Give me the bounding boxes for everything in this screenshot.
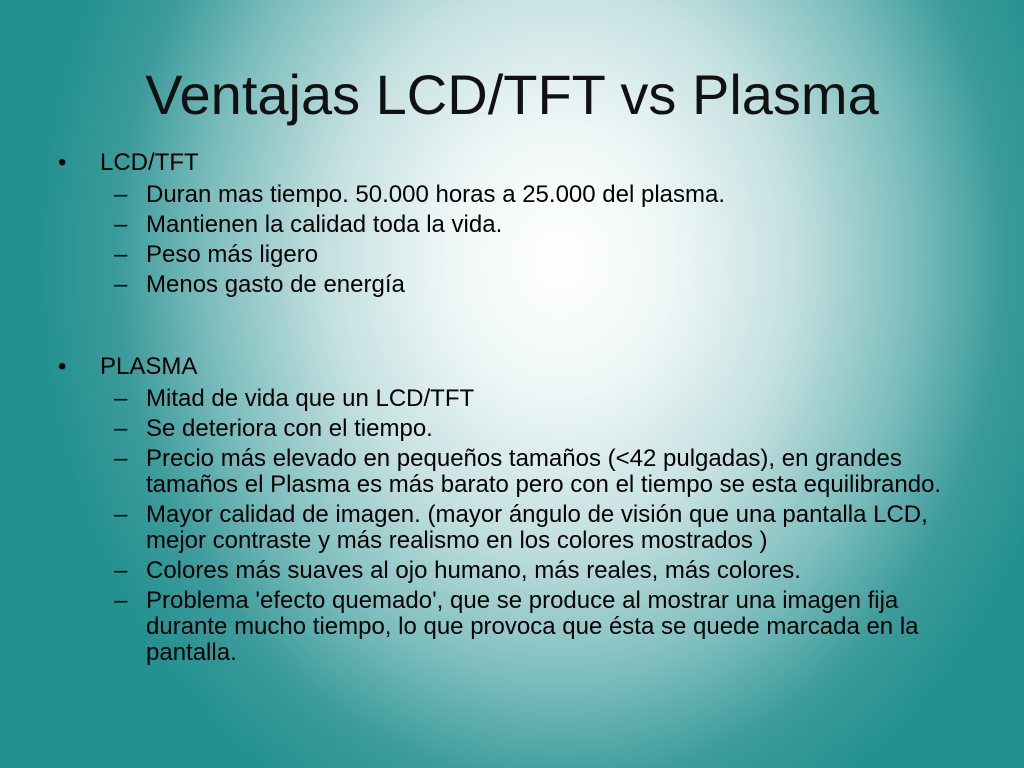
sub-item — [0, 212, 1024, 238]
sub-item — [0, 242, 1024, 268]
dash-icon: – — [114, 501, 128, 528]
section-lcd-tft — [0, 148, 1024, 298]
sub-list — [0, 386, 1024, 666]
sub-item-text: Mitad de vida que un LCD/TFT — [146, 385, 475, 412]
section-plasma — [0, 352, 1024, 666]
dash-icon: – — [114, 557, 128, 584]
sub-item — [0, 182, 1024, 208]
sub-item — [0, 416, 1024, 442]
section-heading: PLASMA — [100, 353, 198, 380]
sub-item-text: Mantienen la calidad toda la vida. — [146, 211, 503, 238]
sub-item — [0, 588, 1024, 666]
bullet-icon: • — [58, 353, 67, 380]
sub-item-text: Precio más elevado en pequeños tamaños (<42 pulgadas), en grandes tamaños el Plasma es más barato pero con el tiempo se esta equilibrando. — [146, 445, 942, 498]
dash-icon: – — [114, 241, 128, 268]
sub-item-text: Colores más suaves al ojo humano, más reales, más colores. — [146, 557, 801, 584]
sub-item-text: Mayor calidad de imagen. (mayor ángulo de visión que una pantalla LCD, mejor contraste y más realismo en los colores mostrados ) — [146, 501, 928, 554]
bullet-icon: • — [58, 149, 67, 176]
dash-icon: – — [114, 445, 128, 472]
sub-item-text: Se deteriora con el tiempo. — [146, 415, 433, 442]
sub-item-text: Menos gasto de energía — [146, 271, 405, 298]
section-heading: LCD/TFT — [100, 149, 199, 176]
sub-item — [0, 446, 1024, 498]
dash-icon: – — [114, 587, 128, 614]
sub-item-text: Peso más ligero — [146, 241, 319, 268]
sub-item — [0, 272, 1024, 298]
dash-icon: – — [114, 415, 128, 442]
dash-icon: – — [114, 211, 128, 238]
sub-item-text: Duran mas tiempo. 50.000 horas a 25.000 del plasma. — [146, 181, 726, 208]
dash-icon: – — [114, 385, 128, 412]
bullet-heading — [0, 352, 1024, 382]
slide-title: Ventajas LCD/TFT vs Plasma — [145, 63, 879, 126]
dash-icon: – — [114, 271, 128, 298]
dash-icon: – — [114, 181, 128, 208]
sub-item — [0, 558, 1024, 584]
sub-item-text: Problema 'efecto quemado', que se produce al mostrar una imagen fija durante mucho tiempo, lo que provoca que ésta se quede marcada en la pantalla. — [146, 587, 919, 666]
sub-item — [0, 502, 1024, 554]
sub-list — [0, 182, 1024, 298]
sub-item — [0, 386, 1024, 412]
bullet-heading — [0, 148, 1024, 178]
